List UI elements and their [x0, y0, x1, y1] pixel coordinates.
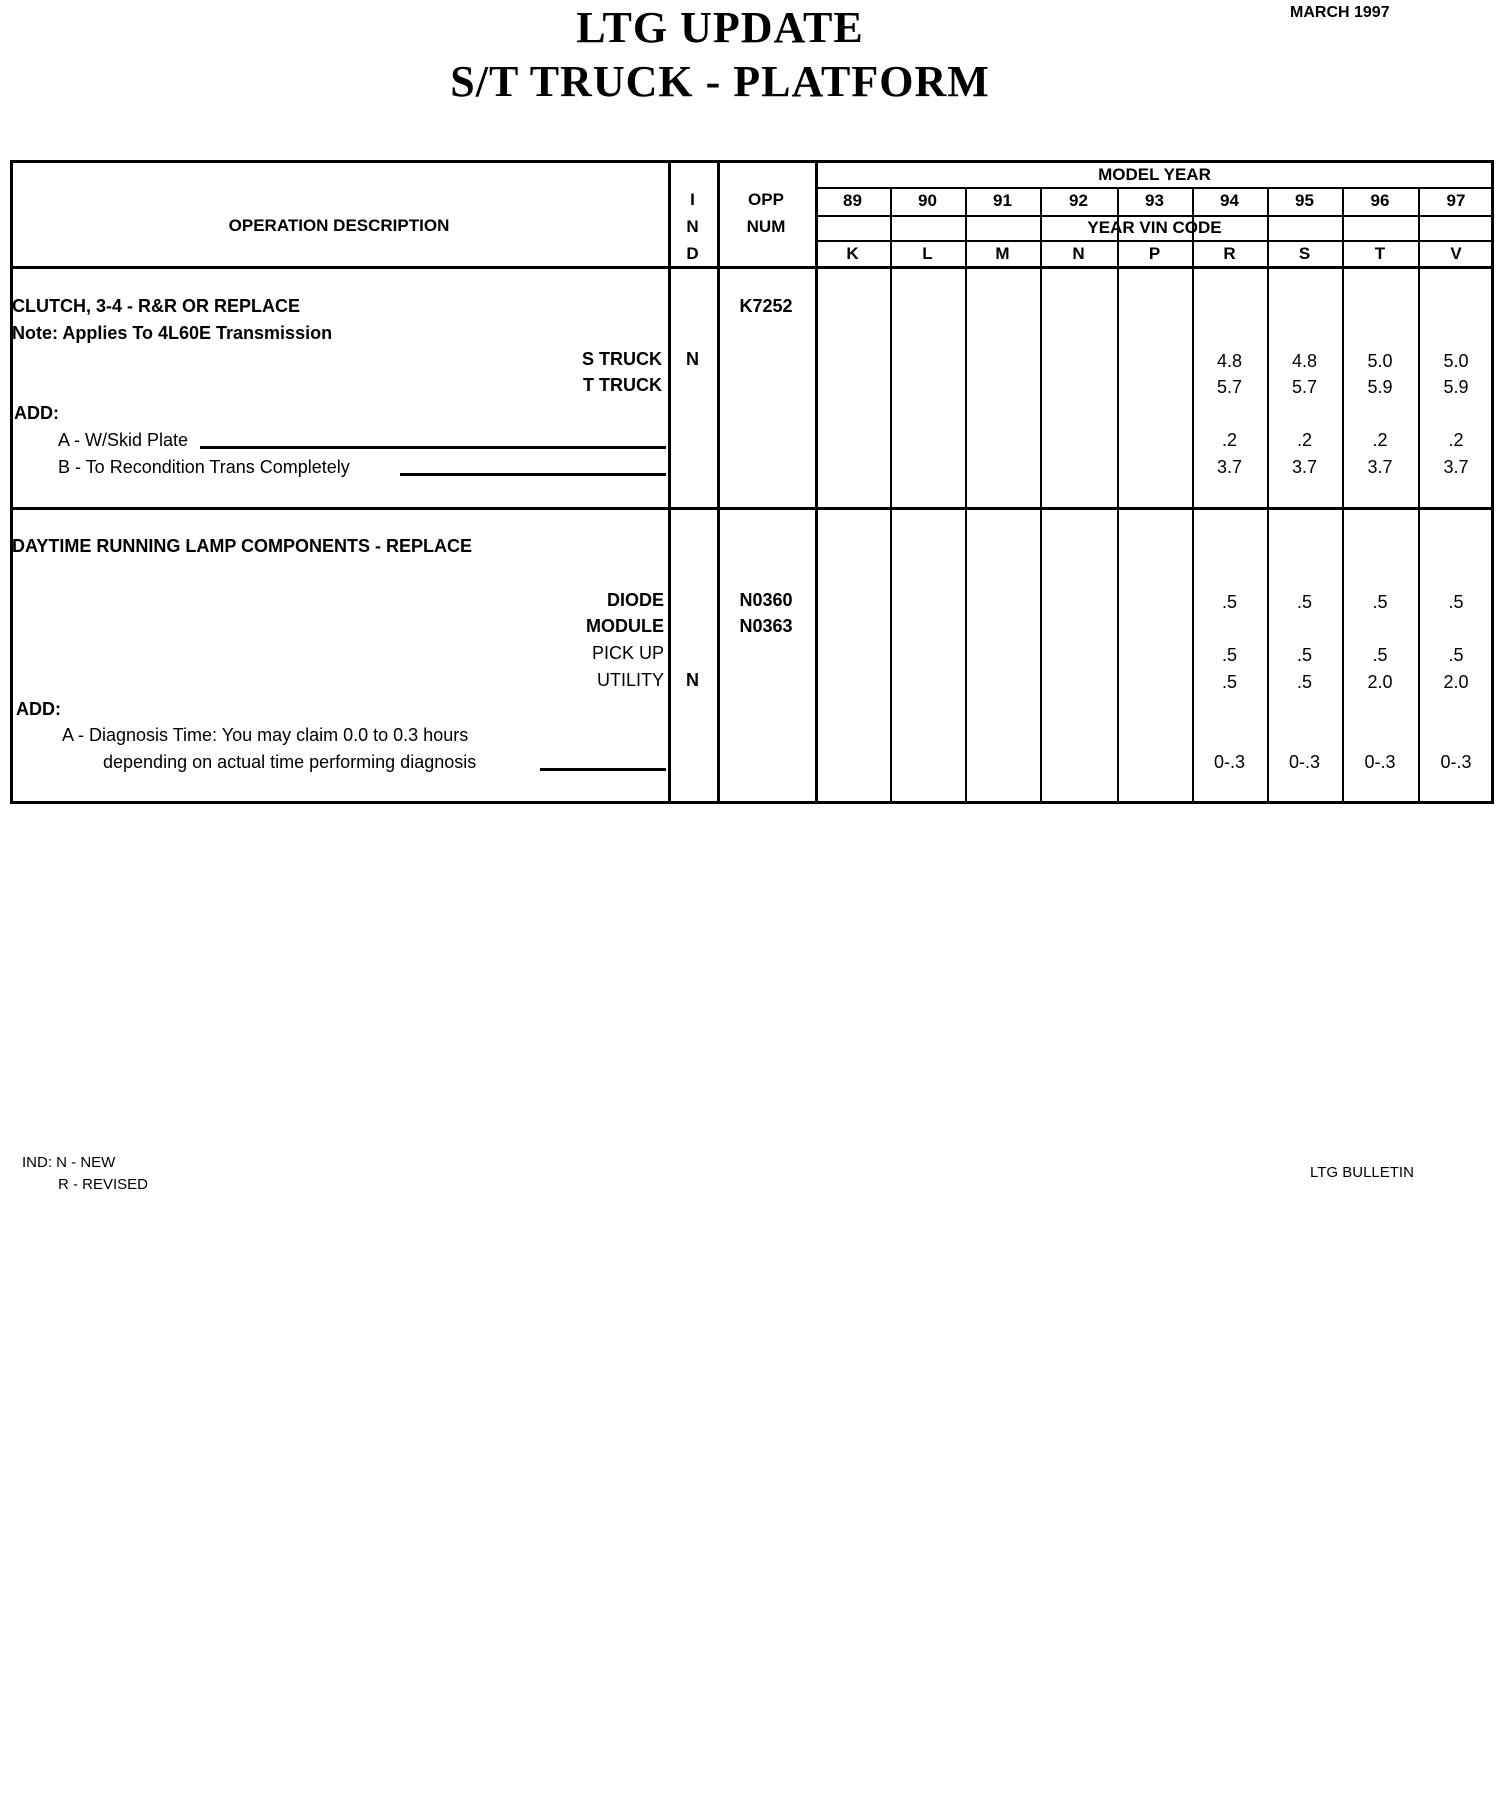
section-drl-add-label: ADD:	[16, 699, 61, 719]
bulletin-date: MARCH 1997	[1290, 4, 1390, 21]
row-t-truck-97: 5.9	[1443, 377, 1469, 397]
row-pickup-label: PICK UP	[591, 643, 664, 663]
row-utility-label: UTILITY	[596, 670, 664, 690]
rule-header-bottom	[10, 266, 1494, 269]
row-utility-94: .5	[1221, 672, 1237, 692]
footer-ind-new: IND: N - NEW	[22, 1154, 116, 1171]
row-module-label: MODULE	[586, 616, 664, 636]
row-diode-97: .5	[1448, 592, 1464, 612]
row-pickup-94: .5	[1221, 645, 1237, 665]
title-line-1: LTG UPDATE	[576, 3, 864, 52]
header-operation-description: OPERATION DESCRIPTION	[228, 216, 450, 235]
year-97: 97	[1446, 191, 1466, 210]
add-recondition-96: 3.7	[1367, 457, 1393, 477]
header-ind-i: I	[690, 190, 695, 209]
rule-vin-label	[815, 240, 1494, 242]
section-clutch-add-label: ADD:	[14, 403, 59, 423]
row-t-truck-95: 5.7	[1291, 377, 1318, 397]
row-s-truck-ind: N	[686, 349, 699, 369]
year-96: 96	[1370, 191, 1390, 210]
vin-code-t: T	[1374, 244, 1386, 263]
header-year-vin-code: YEAR VIN CODE	[1087, 218, 1222, 237]
row-s-truck-label: S TRUCK	[582, 349, 662, 369]
add-skid-plate-97: .2	[1448, 430, 1464, 450]
rule-col-93	[1192, 187, 1194, 804]
year-93: 93	[1145, 191, 1164, 210]
row-t-truck-96: 5.9	[1367, 377, 1393, 397]
row-s-truck-96: 5.0	[1367, 351, 1393, 371]
row-s-truck-97: 5.0	[1443, 351, 1469, 371]
section-clutch-note: Note: Applies To 4L60E Transmission	[12, 323, 333, 343]
vin-code-n: N	[1072, 244, 1085, 263]
add-skid-plate-leader	[200, 446, 666, 449]
title-line-2: S/T TRUCK - PLATFORM	[450, 57, 990, 106]
row-utility-95: .5	[1296, 672, 1312, 692]
year-90: 90	[918, 191, 937, 210]
rule-col-ind	[717, 160, 720, 804]
row-utility-ind: N	[686, 670, 699, 690]
row-diode-94: .5	[1221, 592, 1237, 612]
add-skid-plate-96: .2	[1372, 430, 1388, 450]
add-recondition-95: 3.7	[1291, 457, 1318, 477]
rule-col-94	[1267, 187, 1269, 804]
vin-code-k: K	[846, 244, 859, 263]
vin-code-s: S	[1298, 244, 1311, 263]
add-recondition-94: 3.7	[1216, 457, 1243, 477]
add-skid-plate-label: A - W/Skid Plate	[58, 430, 189, 450]
vin-code-m: M	[995, 244, 1010, 263]
row-utility-96: 2.0	[1367, 672, 1393, 692]
row-t-truck-94: 5.7	[1216, 377, 1243, 397]
header-num: NUM	[746, 217, 786, 236]
header-ind-d: D	[686, 244, 699, 263]
add-diagnosis-96: 0-.3	[1364, 752, 1396, 772]
row-s-truck-95: 4.8	[1291, 351, 1318, 371]
row-utility-97: 2.0	[1443, 672, 1469, 692]
add-diagnosis-97: 0-.3	[1440, 752, 1472, 772]
year-95: 95	[1295, 191, 1314, 210]
add-diagnosis-95: 0-.3	[1288, 752, 1321, 772]
add-skid-plate-94: .2	[1221, 430, 1237, 450]
header-model-year: MODEL YEAR	[1098, 165, 1211, 184]
row-module-opp: N0363	[739, 616, 793, 636]
add-recondition-97: 3.7	[1443, 457, 1469, 477]
add-recondition-label: B - To Recondition Trans Completely	[58, 457, 350, 477]
vin-code-r: R	[1223, 244, 1236, 263]
rule-col-95	[1342, 187, 1344, 804]
row-diode-label: DIODE	[606, 590, 664, 610]
header-ind-n: N	[686, 217, 699, 236]
rule-section-divider	[10, 507, 1494, 510]
vin-code-l: L	[922, 244, 933, 263]
add-diagnosis-line-1: A - Diagnosis Time: You may claim 0.0 to 0.3 hours	[62, 725, 469, 745]
year-92: 92	[1069, 191, 1088, 210]
row-diode-96: .5	[1372, 592, 1388, 612]
add-diagnosis-leader	[540, 768, 666, 771]
rule-col-96	[1418, 187, 1420, 804]
row-pickup-97: .5	[1448, 645, 1464, 665]
row-pickup-95: .5	[1296, 645, 1312, 665]
add-skid-plate-95: .2	[1296, 430, 1312, 450]
rule-col-90	[965, 187, 967, 804]
rule-col-89	[890, 187, 892, 804]
footer-bulletin: LTG BULLETIN	[1310, 1164, 1414, 1181]
vin-code-v: V	[1450, 244, 1462, 263]
vin-code-p: P	[1148, 244, 1161, 263]
row-s-truck-94: 4.8	[1216, 351, 1243, 371]
header-opp: OPP	[748, 190, 784, 209]
section-drl-title: DAYTIME RUNNING LAMP COMPONENTS - REPLACE	[12, 536, 473, 556]
year-94: 94	[1220, 191, 1239, 210]
add-recondition-leader	[400, 473, 666, 476]
year-89: 89	[843, 191, 862, 210]
add-diagnosis-line-2: depending on actual time performing diagnosis	[103, 752, 477, 772]
row-t-truck-label: T TRUCK	[583, 375, 662, 395]
row-pickup-96: .5	[1372, 645, 1388, 665]
add-diagnosis-94: 0-.3	[1213, 752, 1246, 772]
rule-years	[815, 215, 1494, 217]
rule-col-92	[1117, 187, 1119, 804]
row-diode-opp: N0360	[739, 590, 793, 610]
row-diode-95: .5	[1296, 592, 1312, 612]
rule-model-year	[815, 187, 1494, 189]
year-91: 91	[993, 191, 1012, 210]
section-clutch-opp: K7252	[739, 296, 793, 316]
footer-ind-revised: R - REVISED	[58, 1176, 149, 1193]
section-clutch-title: CLUTCH, 3-4 - R&R OR REPLACE	[12, 296, 301, 316]
rule-col-91	[1040, 187, 1042, 804]
